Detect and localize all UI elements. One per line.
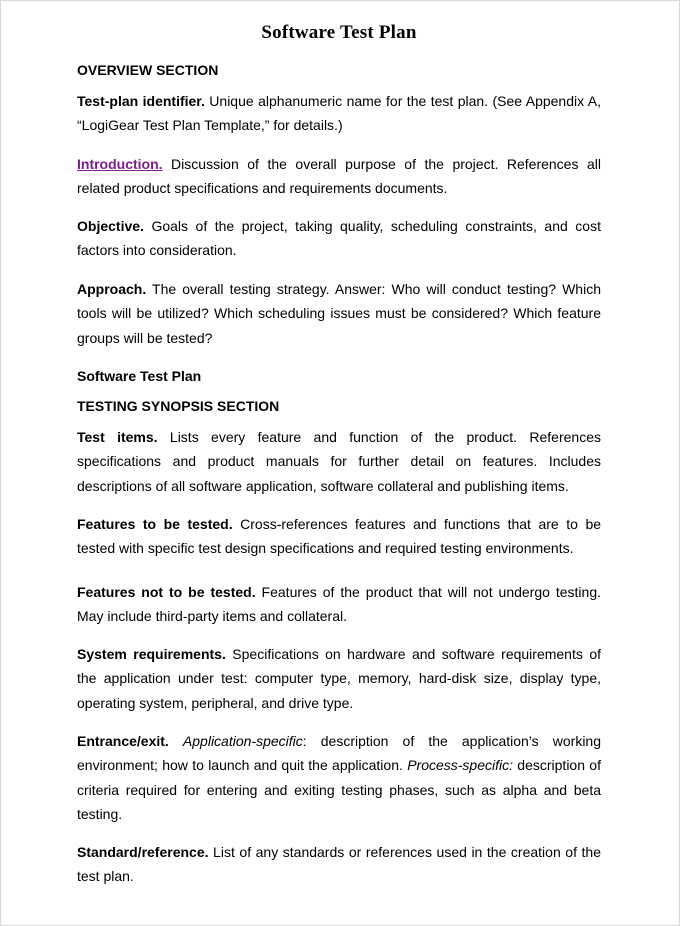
software-test-plan-subheading: Software Test Plan [77, 368, 202, 384]
testing-synopsis-section-heading: TESTING SYNOPSIS SECTION [77, 398, 280, 414]
overview-section-heading: OVERVIEW SECTION [77, 62, 219, 78]
test-plan-identifier-label: Test-plan identifier. [77, 93, 205, 109]
system-requirements-text: Specifications on hardware and software requirements of the application under test: computer type, memory, hard-disk size, display type, operating system, peripheral, and drive type. [77, 646, 601, 711]
approach-label: Approach. [77, 281, 147, 297]
document-title: Software Test Plan [261, 22, 417, 43]
process-specific-term: Process-specific: [407, 757, 513, 774]
objective-paragraph [77, 214, 601, 263]
introduction-link[interactable]: Introduction. [77, 156, 163, 172]
features-to-be-tested-label: Features to be tested. [77, 516, 233, 532]
test-items-paragraph [77, 425, 601, 498]
entrance-exit-text-2: description of criteria required for entering and exiting testing phases, such as alpha and beta testing. [77, 757, 601, 823]
features-to-be-tested-text: Cross-references features and functions that are to be tested with specific test design specifications and required testing environments. [77, 516, 602, 557]
application-specific-term: Application-specific [182, 733, 303, 749]
system-requirements-paragraph [77, 642, 601, 715]
standard-reference-label: Standard/reference. [77, 844, 209, 860]
entrance-exit-text-1: : description of the application’s working environment; how to launch and quit the application. [77, 733, 601, 774]
features-to-be-tested-paragraph [77, 512, 601, 561]
objective-label: Objective. [77, 218, 144, 234]
introduction-text: Discussion of the overall purpose of the project. References all related product specifications and requirements documents. [77, 156, 601, 197]
entrance-exit-label: Entrance/exit. [77, 733, 169, 749]
features-not-to-be-tested-text: Features of the product that will not undergo testing. May include third-party items and collateral. [77, 584, 601, 625]
objective-text: Goals of the project, taking quality, scheduling constraints, and cost factors into consideration. [77, 218, 601, 259]
approach-paragraph [77, 277, 601, 350]
test-items-label: Test items. [77, 429, 158, 445]
entrance-exit-paragraph [77, 729, 601, 827]
approach-text: The overall testing strategy. Answer: Who will conduct testing? Which tools will be utilized? Which scheduling issues must be considered? Which feature groups will be tested? [77, 281, 601, 346]
system-requirements-label: System requirements. [77, 646, 226, 662]
features-not-to-be-tested-label: Features not to be tested. [77, 584, 256, 600]
standard-reference-paragraph [77, 840, 601, 889]
test-plan-identifier-text: Unique alphanumeric name for the test plan. (See Appendix A, “LogiGear Test Plan Template,” for details.) [77, 93, 602, 134]
features-not-to-be-tested-paragraph [77, 580, 601, 629]
standard-reference-text: List of any standards or references used in the creation of the test plan. [77, 844, 601, 885]
test-plan-identifier-paragraph [77, 89, 601, 138]
introduction-paragraph [77, 152, 601, 201]
test-items-text: Lists every feature and function of the product. References specifications and product manuals for further detail on features. Includes descriptions of all software application, software collateral and publishing items. [77, 429, 601, 494]
